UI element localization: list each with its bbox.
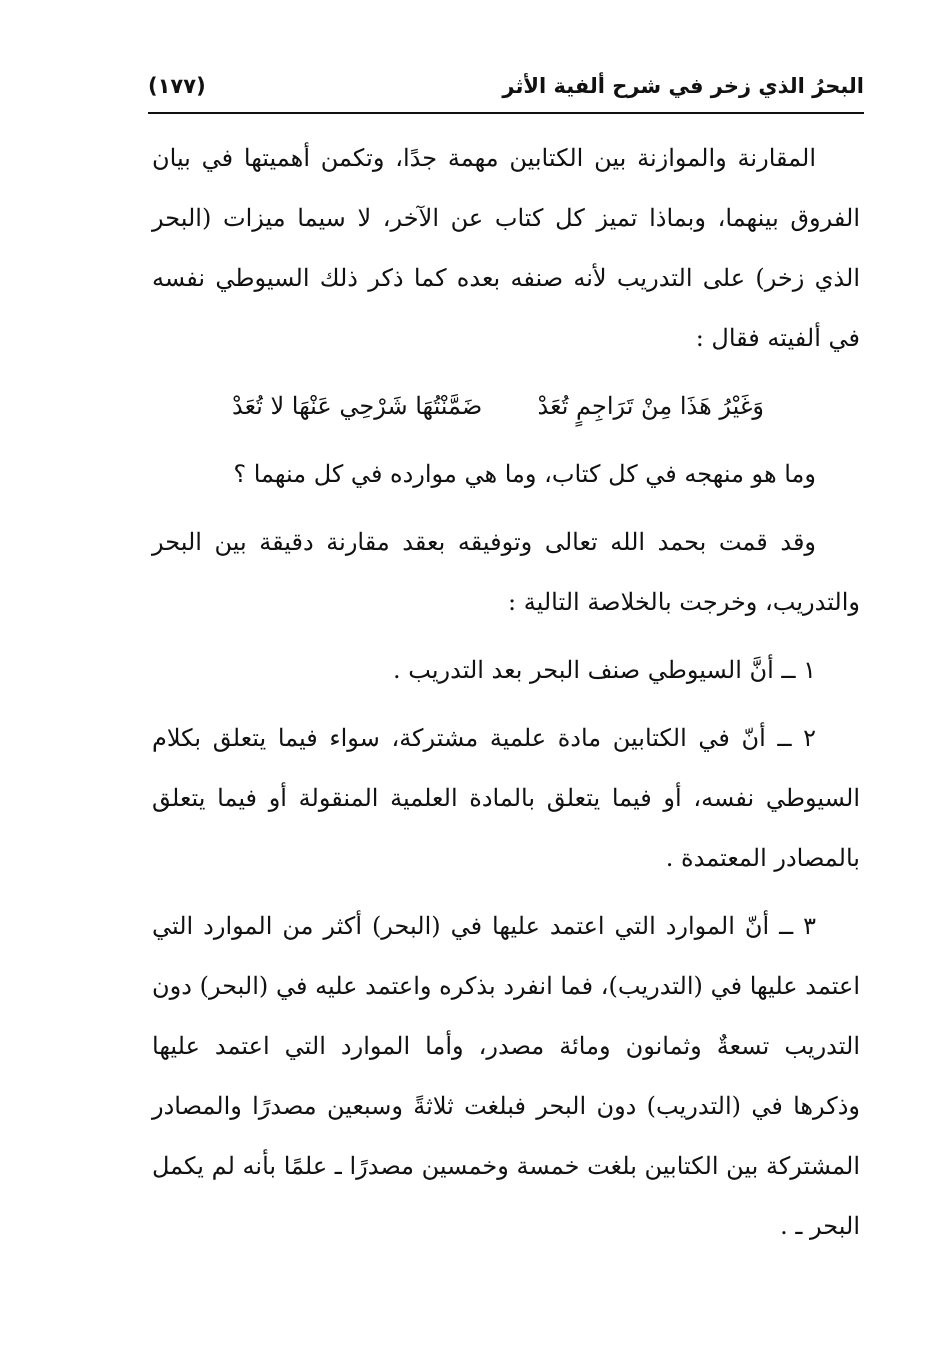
intro-paragraph: المقارنة والموازنة بين الكتابين مهمة جدًا، وتكمن أهميتها في بيان الفروق بينهما، وبماذا تميز كل كتاب عن الآخر، لا سيما ميزات (البحر الذي زخر) على التدريب لأنه صنفه بعده كما ذكر ذلك السيوطي نفسه في ألفيته فقال : xyxy=(152,144,860,352)
page-number: (١٧٧) xyxy=(148,74,206,98)
summary-intro-paragraph: وقد قمت بحمد الله تعالى وتوفيقه بعقد مقارنة دقيقة بين البحر والتدريب، وخرجت بالخلاصة التالية : xyxy=(152,528,860,616)
list-item-1: ١ ــ أنَّ السيوطي صنف البحر بعد التدريب . xyxy=(393,656,816,684)
list-item-2: ٢ ــ أنّ في الكتابين مادة علمية مشتركة، سواء فيما يتعلق بكلام السيوطي نفسه، أو فيما يتعلق بالمادة العلمية المنقولة أو فيما يتعلق بالمصادر المعتمدة . xyxy=(152,724,860,872)
book-title: البحرُ الذي زخر في شرح ألفية الأثر xyxy=(502,74,864,98)
verse-second-hemistich: ضَمَّنْتُهَا شَرْحِي عَنْهَا لا تُعَدْ xyxy=(232,392,483,420)
question-paragraph: وما هو منهجه في كل كتاب، وما هي موارده في كل منهما ؟ xyxy=(233,460,816,488)
poem-verse xyxy=(152,372,860,442)
list-item-3: ٣ ــ أنّ الموارد التي اعتمد عليها في (البحر) أكثر من الموارد التي اعتمد عليها في (التدريب)، فما انفرد بذكره واعتمد عليه في (البحر) دون التدريب تسعةٌ وثمانون ومائة مصدر، وأما الموارد التي اعتمد عليها وذكرها في (التدريب) دون البحر فبلغت ثلاثةً وسبعين مصدرًا والمصادر المشتركة بين الكتابين بلغت خمسة وخمسين مصدرًا ـ علمًا بأنه لم يكمل البحر ـ . xyxy=(152,912,861,1240)
verse-first-hemistich: وَغَيْرُ هَذَا مِنْ تَرَاجِمٍ تُعَدْ xyxy=(537,392,764,420)
page-body xyxy=(152,128,860,1256)
header-rule xyxy=(148,112,864,114)
running-header xyxy=(148,70,864,110)
